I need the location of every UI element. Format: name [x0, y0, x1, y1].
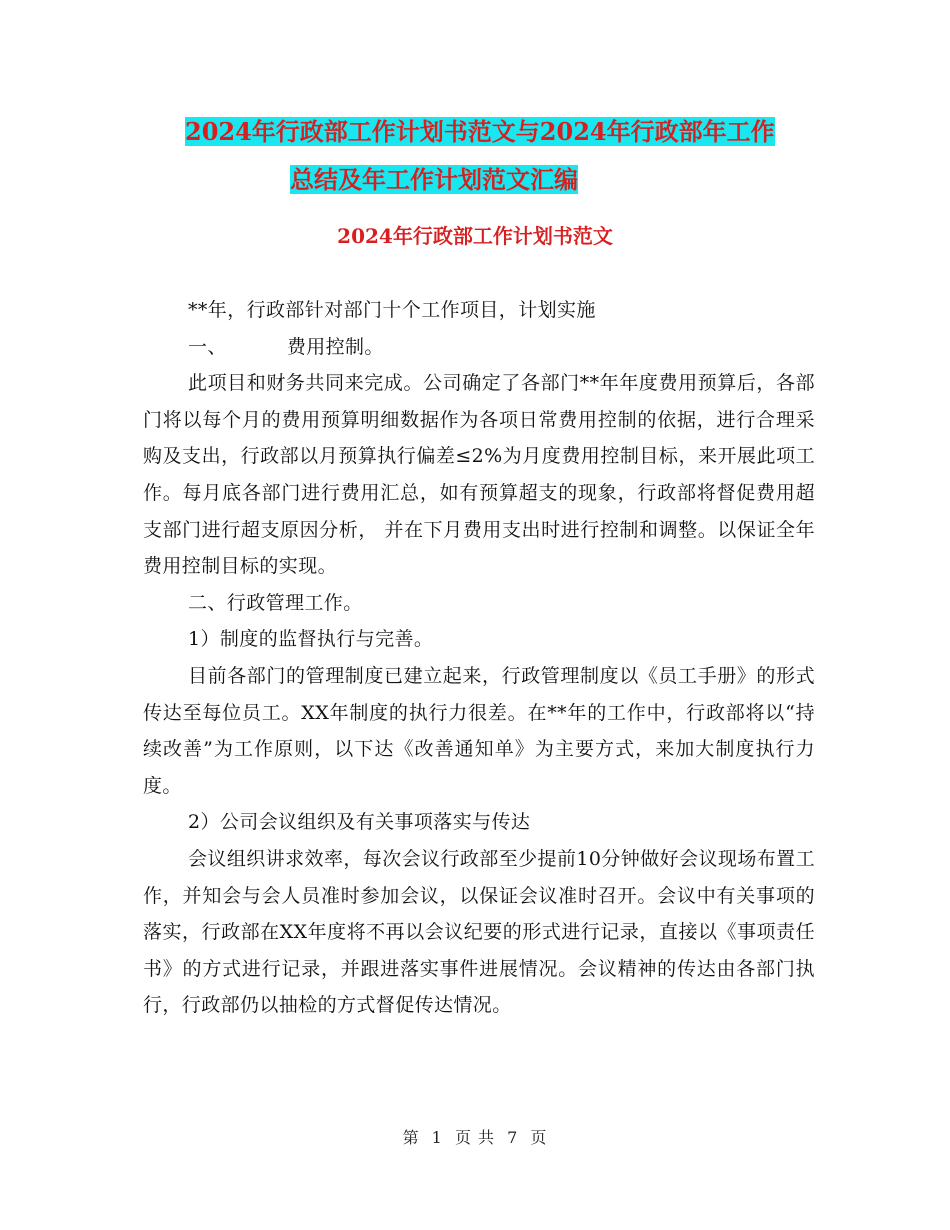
paragraph-rules: 目前各部门的管理制度已建立起来，行政管理制度以《员工手册》的形式传达至每位员工。XX年制度的执行力很差。在**年的工作中，行政部将以“持续改善”为工作原则，以下达《改善通知单》为主要方式，来加大制度执行力度。: [143, 664, 815, 797]
document-body: [143, 292, 815, 1024]
heading-cost-control: [143, 329, 815, 366]
subheading-rules: 1）制度的监督执行与完善。: [188, 628, 434, 651]
paragraph-meetings: 会议组织讲求效率，每次会议行政部至少提前10分钟做好会议现场布置工作，并知会与会人员准时参加会议，以保证会议准时召开。会议中有关事项的落实，行政部在XX年度将不再以会议纪要的形式进行记录，直接以《事项责任书》的方式进行记录，并跟进落实事件进展情况。会议精神的传达由各部门执行，行政部仍以抽检的方式督促传达情况。: [143, 847, 815, 1017]
heading-text: 费用控制。: [286, 335, 384, 358]
document-title-line2: 总结及年工作计划范文汇编: [290, 165, 578, 194]
document-title-line1: 2024年行政部工作计划书范文与2024年行政部年工作: [185, 117, 775, 146]
footer-prefix: 第: [402, 1128, 420, 1147]
footer-suffix: 页: [530, 1128, 548, 1147]
footer-page-number: 1: [431, 1128, 443, 1147]
paragraph-cost-control: 此项目和财务共同来完成。公司确定了各部门**年年度费用预算后，各部门将以每个月的费用预算明细数据作为各项日常费用控制的依据，进行合理采购及支出，行政部以月预算执行偏差≤2%为月度费用控制目标，来开展此项工作。每月底各部门进行费用汇总，如有预算超支的现象，行政部将督促费用超支部门进行超支原因分析， 并在下月费用支出时进行控制和调整。以保证全年费用控制目标的实现。: [143, 372, 815, 578]
paragraph-intro: **年，行政部针对部门十个工作项目，计划实施: [188, 299, 596, 321]
heading-admin-management: 二、行政管理工作。: [188, 591, 363, 614]
footer-total-pages: 7: [507, 1128, 519, 1147]
section-title: 2024年行政部工作计划书范文: [337, 224, 613, 248]
footer-mid: 页 共: [454, 1128, 496, 1147]
document-title: [185, 108, 825, 204]
heading-number: 一、: [188, 335, 227, 358]
page-footer: [0, 1125, 950, 1148]
subheading-meetings: 2）公司会议组织及有关事项落实与传达: [188, 811, 531, 834]
